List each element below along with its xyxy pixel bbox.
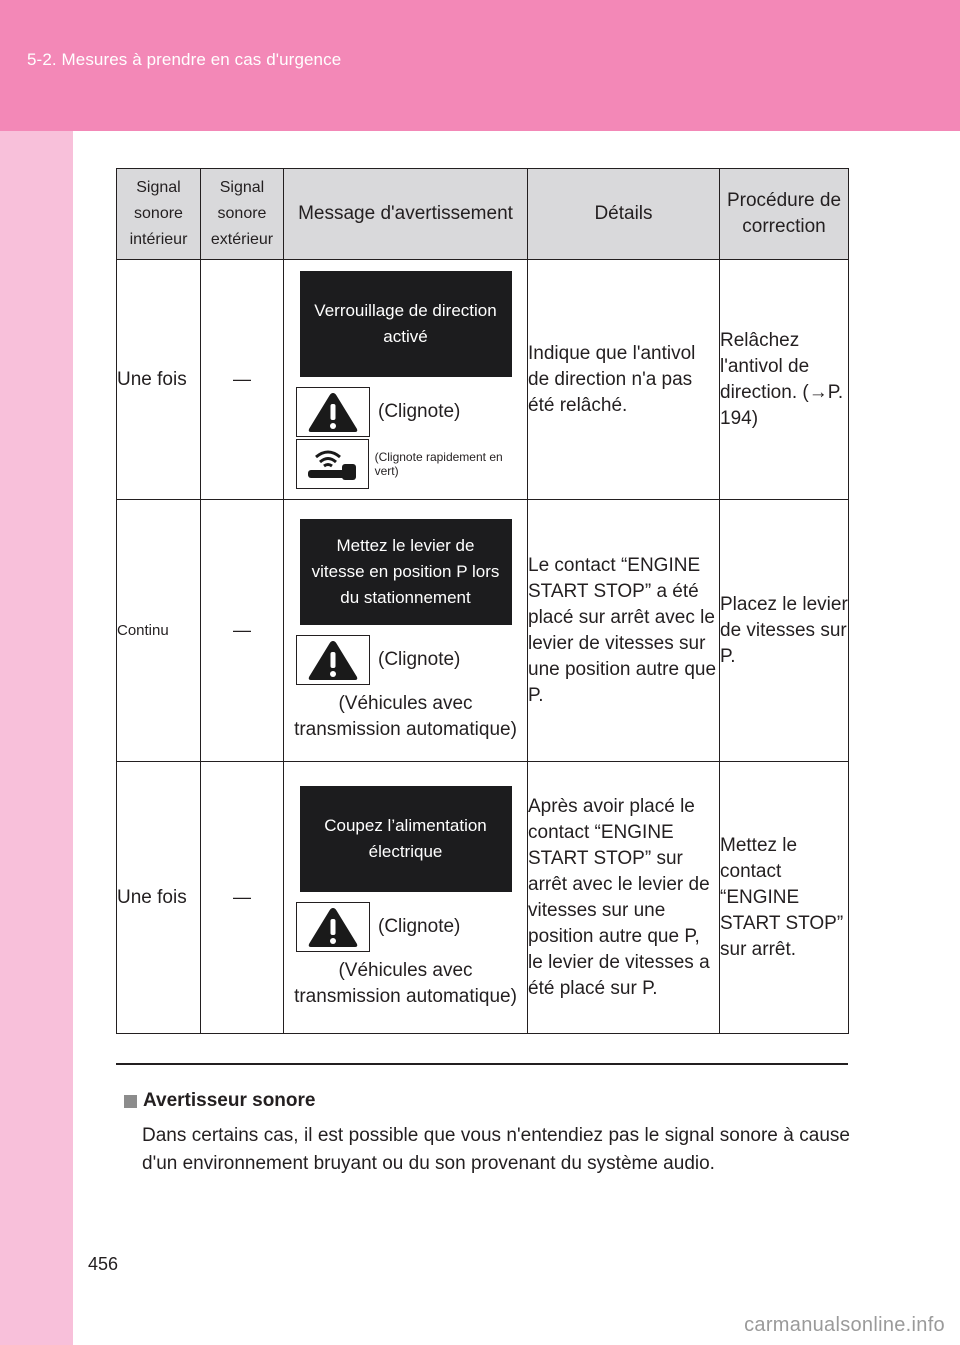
header-message: Message d'avertissement — [284, 169, 528, 260]
side-strip — [0, 131, 73, 1345]
icon-caption: (Clignote) — [378, 400, 461, 422]
table-row — [117, 260, 849, 500]
warning-triangle-icon — [296, 902, 370, 952]
cell-interior: Continu — [117, 500, 201, 762]
vehicle-note: (Véhicules avec transmission automatique) — [294, 959, 517, 1007]
display-screen — [300, 271, 512, 377]
cell-procedure: Placez le levier de vitesses sur P. — [720, 500, 849, 762]
cell-message — [284, 500, 528, 762]
square-bullet-icon — [124, 1095, 137, 1108]
section-heading — [124, 1090, 315, 1112]
header-procedure: Procédure de correction — [720, 169, 849, 260]
cell-procedure: Relâchez l'antivol de direction. (→P. 194) — [720, 260, 849, 500]
cell-message — [284, 260, 528, 500]
section-heading-text: Avertisseur sonore — [143, 1090, 316, 1111]
vehicle-note: (Véhicules avec transmission automatique) — [294, 692, 517, 740]
warning-triangle-icon — [296, 387, 370, 437]
display-screen — [300, 519, 512, 625]
watermark: carmanualsonline.info — [744, 1314, 945, 1336]
screen-text: Verrouillage de direction activé — [314, 300, 497, 346]
warning-triangle-icon — [296, 635, 370, 685]
table-header-row — [117, 169, 849, 260]
icon-row — [296, 439, 527, 489]
chapter-title: 5-2. Mesures à prendre en cas d'urgence — [27, 50, 342, 69]
page-number: 456 — [88, 1254, 119, 1274]
cell-interior: Une fois — [117, 260, 201, 500]
cell-exterior: — — [201, 260, 284, 500]
warning-table — [116, 168, 849, 1034]
table-row — [117, 762, 849, 1034]
icon-row — [296, 902, 527, 952]
screen-text: Mettez le levier de vitesse en position P lors du stationnement — [311, 535, 500, 607]
header-interior-signal: Signal sonore intérieur — [117, 169, 201, 260]
table-row — [117, 500, 849, 762]
cell-exterior: — — [201, 762, 284, 1034]
icon-caption: (Clignote rapidement en vert) — [374, 449, 503, 478]
icon-row — [296, 635, 527, 685]
icon-caption: (Clignote) — [378, 915, 461, 937]
screen-text: Coupez l’alimentation électrique — [324, 815, 487, 861]
cell-message — [284, 762, 528, 1034]
cell-exterior: — — [201, 500, 284, 762]
cell-interior: Une fois — [117, 762, 201, 1034]
display-screen — [300, 786, 512, 892]
cell-procedure: Mettez le contact “ENGINE START STOP” sur arrêt. — [720, 762, 849, 1034]
cell-details: Le contact “ENGINE START STOP” a été placé sur arrêt avec le levier de vitesses sur une position autre que P. — [528, 500, 720, 762]
icon-caption: (Clignote) — [378, 648, 461, 670]
section-body: Dans certains cas, il est possible que vous n'entendiez pas le signal sonore à cause d'un environnement bruyant ou du son provenant du système audio. — [142, 1125, 850, 1174]
header-exterior-signal: Signal sonore extérieur — [201, 169, 284, 260]
header-details: Détails — [528, 169, 720, 260]
section-divider — [116, 1063, 848, 1065]
smart-key-icon — [296, 439, 369, 489]
cell-details: Après avoir placé le contact “ENGINE START STOP” sur arrêt avec le levier de vitesses sur une position autre que P, le levier de vitesses a été placé sur P. — [528, 762, 720, 1034]
cell-details: Indique que l'antivol de direction n'a pas été relâché. — [528, 260, 720, 500]
icon-row — [296, 387, 527, 437]
